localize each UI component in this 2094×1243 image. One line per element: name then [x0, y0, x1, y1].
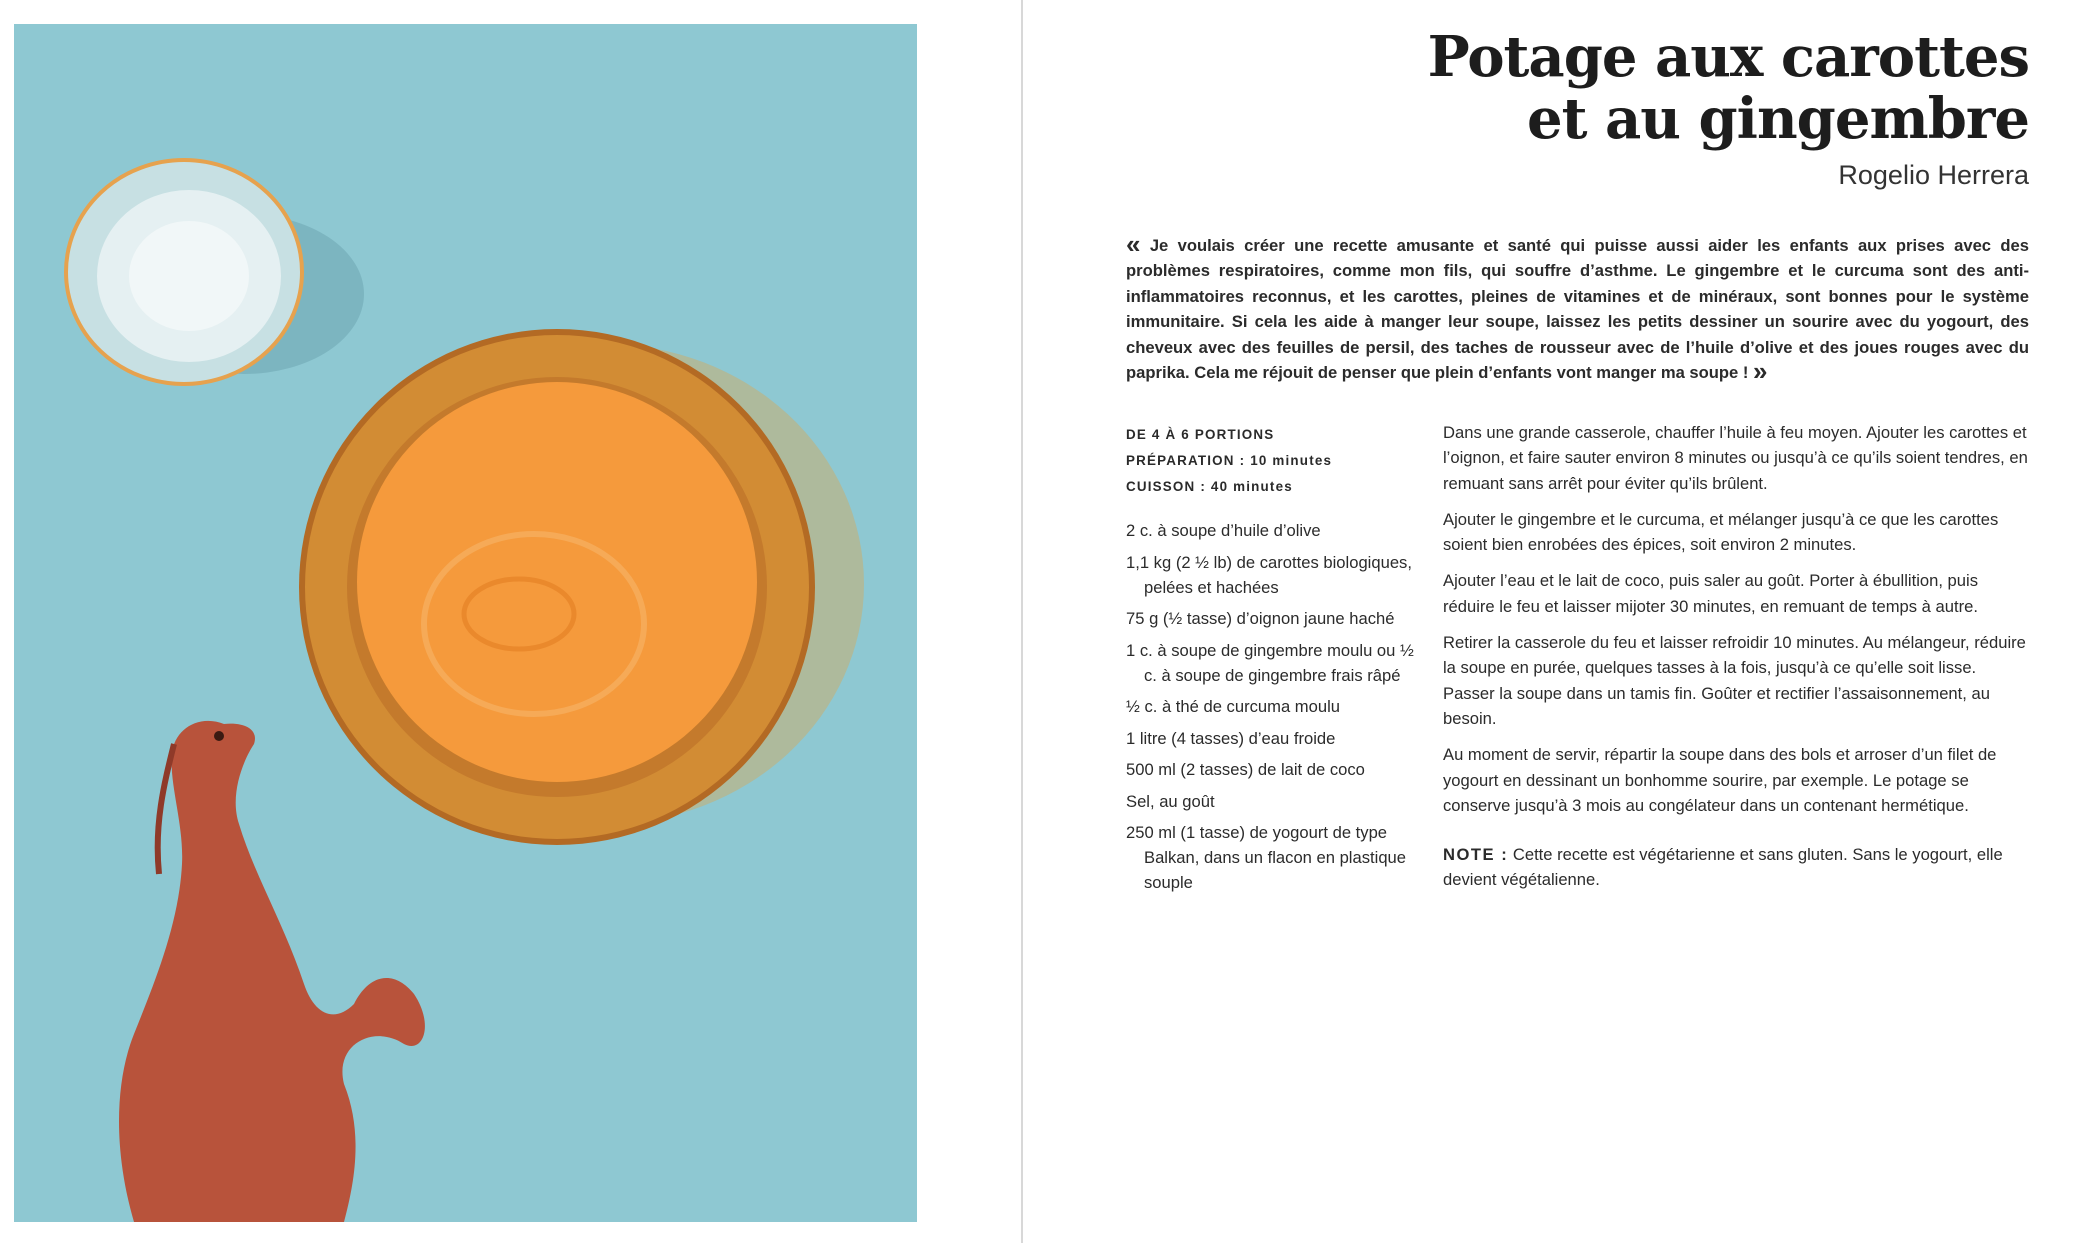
title-line-2: et au gingembre [1527, 86, 2029, 152]
step-paragraph: Ajouter l’eau et le lait de coco, puis saler au goût. Porter à ébullition, puis réduire le feu et laisser mijoter 30 minutes, en remuant de temps à autre. [1443, 571, 1979, 616]
portions: DE 4 À 6 PORTIONS [1126, 427, 1275, 442]
title-line-1: Potage aux carottes [1427, 24, 2029, 90]
ingredient-item: 1,1 kg (2 ½ lb) de carottes biologiques, pelées et hachées [1126, 552, 1412, 597]
close-quote-mark: » [1753, 356, 1768, 387]
ingredient-item: ½ c. à thé de curcuma moulu [1126, 697, 1340, 716]
note-label: NOTE : [1443, 845, 1509, 865]
cook-time-row [1126, 474, 1426, 500]
soup-photo-illustration [14, 24, 917, 1222]
prep-label: PRÉPARATION : [1126, 453, 1246, 468]
recipe-note [1443, 842, 2032, 893]
cook-time: 40 minutes [1210, 479, 1293, 494]
open-quote-mark: « [1126, 229, 1141, 259]
ingredient-item: 500 ml (2 tasses) de lait de coco [1126, 760, 1365, 779]
ingredient-item: 2 c. à soupe d’huile d’olive [1126, 521, 1321, 540]
note-text: Cette recette est végétarienne et sans gluten. Sans le yogourt, elle devient végétalienne. [1443, 845, 2003, 890]
ingredient-item: Sel, au goût [1126, 791, 1215, 811]
author-name: Rogelio Herrera [1838, 160, 2029, 190]
carrot-soup [357, 382, 757, 782]
ingredient-item: 1 c. à soupe de gingembre moulu ou ½ c. à soupe de gingembre frais râpé [1126, 640, 1414, 685]
prep-time: 10 minutes [1250, 453, 1333, 468]
soup-bowl [299, 329, 815, 845]
left-page [0, 0, 1021, 1243]
water-glass [66, 160, 302, 384]
step-paragraph: Dans une grande casserole, chauffer l’huile à feu moyen. Ajouter les carottes et l’oignon, et faire sauter environ 8 minutes ou jusqu’à ce qu’ils soient tendres, en remuant sans arrêt pour éviter qu’ils brûlent. [1443, 423, 2028, 493]
ingredient-item: 1 litre (4 tasses) d’eau froide [1126, 728, 1336, 748]
step-paragraph: Ajouter le gingembre et le curcuma, et mélanger jusqu’à ce que les carottes soient bien enrobées des épices, soit environ 2 minutes. [1443, 509, 1999, 555]
step-paragraph: Retirer la casserole du feu et laisser refroidir 10 minutes. Au mélangeur, réduire la soupe en purée, quelques tasses à la fois, jusqu’à ce qu’elle soit lisse. Passer la soupe dans un tamis fin. Goûter et rectifier l’assaisonnement, au besoin. [1443, 633, 2026, 728]
intro-quote [1126, 229, 2029, 387]
soup-photo [14, 24, 917, 1222]
prep-time-row [1126, 448, 1426, 474]
ingredient-item: 75 g (½ tasse) d’oignon jaune haché [1126, 609, 1395, 628]
recipe-title [1329, 26, 2029, 150]
right-page [1023, 0, 2094, 1243]
quote-text: Je voulais créer une recette amusante et santé qui puisse aussi aider les enfants aux prises avec des problèmes respiratoires, comme mon fils, qui souffre d’asthme. Le gingembre et le curcuma sont des anti-inflammatoires reconnus, et les carottes, pleines de vitamines et de minéraux, sont bonnes pour le système immunitaire. Si cela les aide à manger leur soupe, laissez les petits dessiner un sourire avec du yogourt, des cheveux avec des feuilles de persil, des taches de rousseur avec de l’huile d’olive et des joues rouges avec du paprika. Cela me réjouit de penser que plein d’enfants vont manger ma soupe ! [1126, 236, 2029, 383]
cook-label: CUISSON : [1126, 479, 1206, 494]
instruction-steps [1443, 420, 2032, 904]
recipe-meta [1126, 422, 1426, 500]
step-paragraph: Au moment de servir, répartir la soupe dans des bols et arroser d’un filet de yogourt en dessinant un bonhomme sourire, par exemple. Le potage se conserve jusqu’à 3 mois au congélateur dans un contenant hermétique. [1443, 745, 1997, 815]
ingredient-list [1126, 518, 1426, 902]
ingredient-item: 250 ml (1 tasse) de yogourt de type Balkan, dans un flacon en plastique souple [1126, 823, 1406, 892]
